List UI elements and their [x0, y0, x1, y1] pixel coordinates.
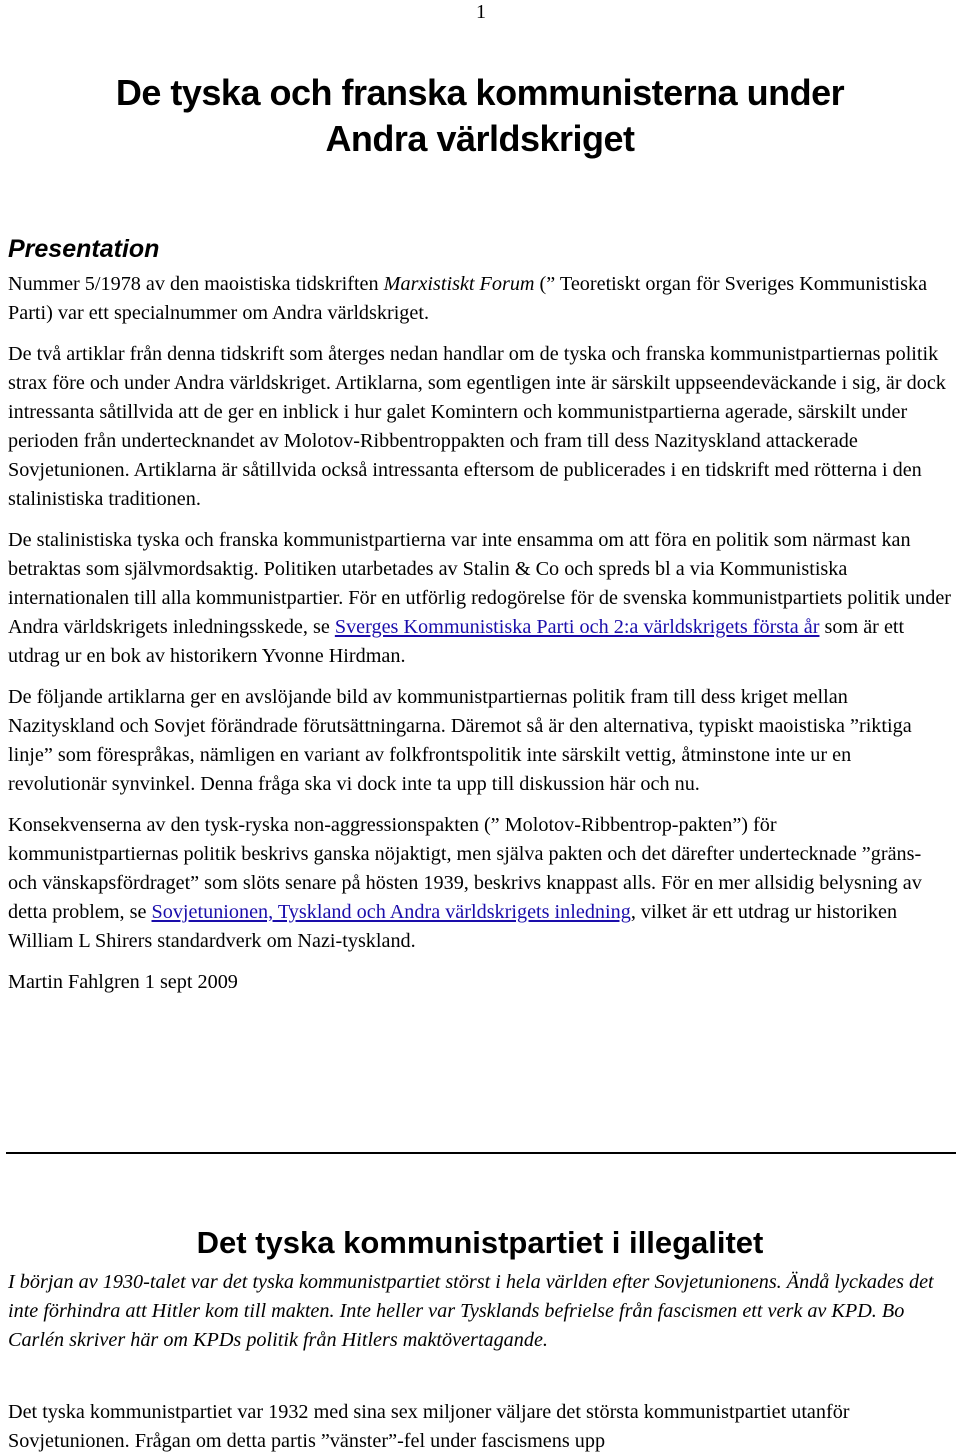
- journal-name: Marxistiskt Forum: [383, 273, 535, 295]
- article-title: Det tyska kommunistpartiet i illegalitet: [196, 1225, 764, 1260]
- article-body-paragraph: Det tyska kommunistpartiet var 1932 med sina sex miljoner väljare det största kommunistpartiet utanför Sovjetunionen. Frågan om detta partis ”vänster”-fel under fascismens upp: [8, 1401, 850, 1452]
- presentation-paragraph-3: [8, 526, 952, 671]
- signature: Martin Fahlgren 1 sept 2009: [8, 971, 238, 993]
- document-title: [0, 70, 960, 162]
- document-title-line-2: Andra världskriget: [325, 118, 635, 159]
- horizontal-divider: [6, 1152, 956, 1154]
- article-intro: I början av 1930-talet var det tyska kommunistpartiet störst i hela världen efter Sovjetunionens. Ändå lyckades det inte förhindra att Hitler kom till makten. Inte heller var Tysklands befrielse från fascismen ett verk av KPD. Bo Carlén skriver här om KPDs politik från Hitlers maktövertagande.: [8, 1271, 934, 1351]
- link-skp-andra-varldskriget[interactable]: Sverges Kommunistiska Parti och 2:a världskrigets första år: [334, 616, 820, 638]
- presentation-section: [8, 270, 952, 997]
- link-sovjetunionen-tyskland[interactable]: Sovjetunionen, Tyskland och Andra världskrigets inledning: [151, 901, 631, 923]
- presentation-paragraph-2-text: De två artiklar från denna tidskrift som återges nedan handlar om de tyska och franska kommunistpartiernas politik strax före och under Andra världskriget.: [8, 343, 939, 394]
- presentation-heading: Presentation: [8, 235, 160, 263]
- presentation-paragraph-1-text: Nummer 5/1978 av den maoistiska tidskriften: [8, 273, 384, 295]
- presentation-paragraph-5-text-end: , vilket är ett utdrag ur historiken William L Shirers standardverk om Nazi-tyskland.: [8, 901, 898, 952]
- presentation-paragraph-1: [8, 270, 952, 328]
- presentation-paragraph-1-text-end: (” Teoretiskt organ för Sveriges Kommunistiska Parti) var ett specialnummer om Andra världskriget.: [8, 273, 928, 324]
- presentation-paragraph-4: De följande artiklarna ger en avslöjande bild av kommunistpartiernas politik fram till dess kriget mellan Nazityskland och Sovjet förändrade förutsättningarna. Däremot så är den alternativa, typiskt maoistiska ”riktiga linje” som förespråkas, nämligen en variant av folkfrontspolitik inte särskilt vettig, åtminstone inte ur en revolutionär synvinkel. Denna fråga ska vi dock inte ta upp till diskussion här och nu.: [8, 686, 912, 795]
- presentation-paragraph-3-text: De stalinistiska tyska och franska kommunistpartierna var inte ensamma om att föra en politik som närmast kan betraktas som självmordsaktig. Politiken utarbetades av Stalin & Co och spreds bl a via Kommunistiska internationalen till alla kommunistpartier. För en utförlig redogörelse för de svenska kommunistpartiets politik under Andra världskrigets inledningsskede, se: [8, 529, 951, 638]
- presentation-paragraph-5: [8, 811, 952, 956]
- presentation-paragraph-3-text-end: som är ett utdrag ur en bok av historikern Yvonne Hirdman.: [8, 616, 905, 667]
- presentation-paragraph-5-text: Konsekvenserna av den tysk-ryska non-aggressionspakten (” Molotov-Ribbentrop-pakten”) för kommunistpartiernas politik beskrivs ganska nöjaktigt, men själva pakten och det därefter undertecknade ”gräns- och vänskapsfördraget” som slöts senare på hösten 1939, beskrivs knappast alls. För en mer allsidig belysning av detta problem, se: [8, 814, 922, 923]
- presentation-paragraph-2: [8, 340, 952, 514]
- presentation-paragraph-2-text-end: Artiklarna, som egentligen inte är särskilt uppseendeväckande i sig, är dock intressanta såtillvida att de ger en inblick i hur galet Komintern och kommunistpartierna agerade, särskilt under perioden från undertecknandet av Molotov-Ribbentroppakten och fram till dess Nazityskland attackerade Sovjetunionen. Artiklarna är såtillvida också intressanta eftersom de publicerades i en tidskrift med rötterna i den stalinistiska traditionen.: [8, 372, 946, 510]
- document-title-line-1: De tyska och franska kommunisterna under: [115, 72, 845, 113]
- page-number: 1: [476, 1, 486, 23]
